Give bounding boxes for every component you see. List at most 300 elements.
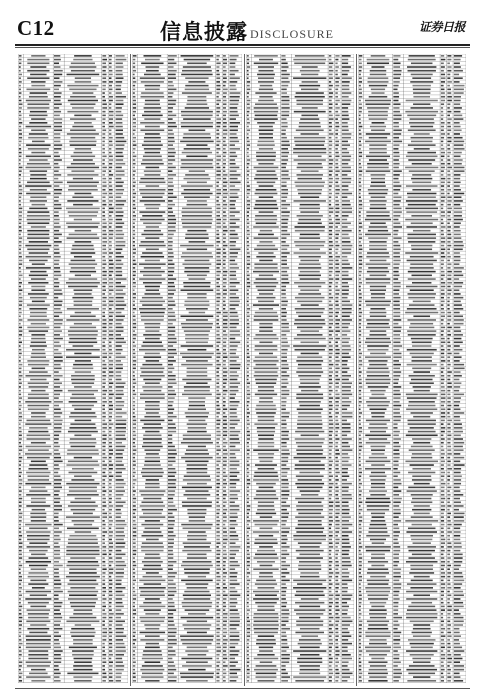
table-cell-text [31, 498, 46, 500]
table-cell-text [230, 554, 236, 556]
table-cell-text [30, 170, 47, 172]
table-cell-text [140, 219, 165, 221]
table-cell-text [144, 323, 160, 325]
table-cell-text [69, 263, 97, 265]
table-column-4 [358, 54, 466, 686]
table-cell-text [19, 524, 21, 526]
table-cell-text [447, 304, 449, 306]
table-cell-text [335, 222, 340, 224]
table-cell-text [298, 193, 321, 195]
table-cell-text [187, 293, 206, 295]
table-cell-text [168, 542, 174, 544]
table-cell-text [447, 196, 451, 198]
table-cell-text [342, 137, 351, 139]
table-cell-text [146, 226, 159, 228]
table-cell-text [223, 680, 226, 682]
table-cell-text [54, 423, 62, 425]
table-cell-text [133, 222, 135, 224]
table-cell-text [28, 405, 50, 407]
table-cell-text [29, 115, 47, 117]
table-cell-text [294, 457, 326, 459]
table-cell-text [247, 505, 251, 507]
table-cell-text [342, 193, 352, 195]
table-cell-text [230, 144, 235, 146]
table-cell-text [74, 301, 93, 303]
table-cell-text [74, 289, 93, 291]
table-cell-text [329, 115, 333, 117]
table-cell-text [143, 442, 161, 444]
table-cell-text [342, 196, 348, 198]
table-cell-text [300, 576, 319, 578]
table-cell-text [393, 327, 401, 329]
table-cell-text [281, 170, 288, 172]
table-cell-text [281, 92, 287, 94]
table-cell-text [30, 345, 47, 347]
table-cell-text [31, 85, 45, 87]
table-cell-text [294, 200, 326, 202]
table-cell-text [116, 70, 123, 72]
table-cell-text [102, 371, 105, 373]
table-cell-text [54, 527, 59, 529]
table-cell-text [247, 330, 250, 332]
table-cell-text [26, 494, 50, 496]
table-cell-text [335, 580, 338, 582]
table-cell-text [71, 62, 95, 64]
table-cell-text [140, 200, 165, 202]
table-cell-text [168, 341, 177, 343]
table-cell-text [19, 234, 21, 236]
table-cell-text [230, 468, 237, 470]
table-cell-text [259, 647, 273, 649]
table-cell-text [184, 178, 211, 180]
table-cell-text [454, 446, 463, 448]
table-cell-text [259, 293, 273, 295]
table-cell-text [247, 527, 250, 529]
table-cell-text [447, 282, 452, 284]
table-cell-text [54, 390, 62, 392]
table-cell-text [31, 487, 45, 489]
table-cell-text [19, 323, 21, 325]
table-cell-text [75, 371, 91, 373]
table-cell-text [54, 408, 61, 410]
table-cell-text [441, 59, 446, 61]
table-cell-text [19, 107, 22, 109]
table-cell-text [223, 278, 226, 280]
table-cell-text [247, 334, 250, 336]
table-column-3 [246, 54, 354, 686]
table-cell-text [54, 397, 59, 399]
table-cell-text [230, 327, 237, 329]
table-cell-text [19, 256, 22, 258]
table-cell-text [259, 89, 273, 91]
table-cell-text [247, 200, 250, 202]
table-cell-text [359, 275, 361, 277]
table-cell-text [254, 472, 277, 474]
table-cell-text [342, 89, 350, 91]
table-cell-text [168, 516, 174, 518]
table-cell-text [247, 148, 249, 150]
table-cell-text [102, 74, 106, 76]
table-cell-text [141, 620, 165, 622]
table-cell-text [168, 505, 175, 507]
table-cell-text [109, 226, 112, 228]
table-cell-text [335, 658, 338, 660]
table-cell-text [372, 122, 385, 124]
table-cell-text [281, 222, 287, 224]
table-cell-text [393, 196, 401, 198]
table-cell-text [54, 386, 60, 388]
table-cell-text [329, 602, 333, 604]
table-cell-text [168, 386, 173, 388]
table-cell-text [254, 282, 279, 284]
table-cell-text [27, 77, 49, 79]
table-cell-text [359, 248, 363, 250]
table-cell-text [102, 583, 105, 585]
table-cell-text [168, 650, 175, 652]
table-cell-text [216, 472, 220, 474]
table-cell-text [133, 386, 135, 388]
table-cell-text [281, 457, 288, 459]
table-cell-text [411, 178, 432, 180]
table-cell-text [116, 371, 122, 373]
table-cell-text [247, 565, 250, 567]
table-cell-text [359, 297, 362, 299]
table-cell-text [140, 594, 165, 596]
table-cell-text [133, 464, 136, 466]
table-cell-text [342, 174, 348, 176]
table-cell-text [75, 77, 91, 79]
table-cell-text [447, 107, 449, 109]
table-cell-text [441, 427, 445, 429]
table-cell-text [223, 416, 227, 418]
table-cell-text [223, 96, 226, 98]
table-cell-text [102, 70, 105, 72]
table-cell-text [335, 520, 339, 522]
table-cell-text [168, 624, 175, 626]
table-cell-text [366, 215, 389, 217]
table-cell-text [141, 92, 163, 94]
table-cell-text [447, 96, 452, 98]
table-cell-text [54, 129, 62, 131]
table-cell-text [116, 226, 123, 228]
table-cell-text [441, 275, 445, 277]
table-cell-text [230, 505, 240, 507]
table-cell-text [109, 267, 113, 269]
table-cell-text [281, 215, 289, 217]
table-cell-text [281, 468, 289, 470]
table-cell-text [31, 118, 45, 120]
table-cell-text [19, 275, 23, 277]
table-cell-text [133, 133, 135, 135]
table-cell-text [247, 234, 250, 236]
table-cell-text [281, 442, 286, 444]
table-cell-text [447, 66, 451, 68]
table-cell-text [230, 81, 238, 83]
table-cell-text [247, 371, 249, 373]
table-cell-text [143, 576, 163, 578]
table-cell-text [393, 267, 399, 269]
table-cell-text [441, 260, 444, 262]
table-cell-text [54, 420, 63, 422]
table-cell-text [230, 632, 240, 634]
table-cell-text [342, 568, 348, 570]
table-cell-text [133, 338, 136, 340]
table-cell-text [335, 356, 338, 358]
table-cell-text [116, 658, 123, 660]
table-cell-text [359, 77, 362, 79]
table-cell-text [281, 282, 289, 284]
table-cell-text [342, 382, 352, 384]
table-cell-text [281, 673, 287, 675]
table-cell-text [393, 133, 401, 135]
table-cell-text [230, 650, 240, 652]
table-cell-text [295, 182, 325, 184]
table-cell-text [184, 475, 210, 477]
table-cell-text [30, 315, 47, 317]
table-cell-text [73, 159, 93, 161]
table-cell-text [447, 368, 449, 370]
table-cell-text [102, 475, 106, 477]
table-cell-text [329, 620, 332, 622]
table-cell-text [223, 260, 226, 262]
table-cell-text [19, 74, 22, 76]
table-cell-text [31, 55, 45, 57]
table-cell-text [359, 457, 361, 459]
table-cell-text [329, 304, 333, 306]
table-cell-text [133, 241, 135, 243]
table-cell-text [168, 461, 176, 463]
table-cell-text [454, 92, 464, 94]
table-cell-text [109, 360, 113, 362]
table-cell-text [299, 237, 320, 239]
table-cell-text [454, 327, 461, 329]
table-cell-text [454, 222, 461, 224]
table-cell-text [109, 260, 113, 262]
table-cell-text [230, 501, 235, 503]
table-cell-text [116, 293, 126, 295]
table-cell-text [109, 420, 111, 422]
table-cell-text [342, 204, 351, 206]
table-cell-text [139, 490, 165, 492]
table-cell-text [454, 200, 463, 202]
table-cell-text [230, 524, 238, 526]
table-cell-text [54, 66, 60, 68]
table-cell-text [441, 196, 446, 198]
table-cell-text [186, 319, 208, 321]
table-cell-text [168, 85, 174, 87]
table-cell-text [102, 647, 105, 649]
table-cell-text [254, 423, 277, 425]
table-cell-text [19, 356, 21, 358]
table-cell-text [359, 81, 362, 83]
table-cell-text [454, 148, 465, 150]
table-cell-text [281, 256, 287, 258]
table-cell-text [19, 219, 22, 221]
table-cell-text [69, 416, 97, 418]
table-cell-text [133, 620, 135, 622]
table-cell-text [74, 122, 92, 124]
table-cell-text [294, 609, 325, 611]
table-cell-text [342, 501, 349, 503]
table-cell-text [102, 390, 107, 392]
table-cell-text [71, 446, 96, 448]
table-cell-text [247, 263, 250, 265]
table-cell-text [102, 550, 106, 552]
table-cell-text [223, 204, 227, 206]
table-cell-text [335, 382, 338, 384]
table-cell-text [216, 382, 219, 384]
table-cell-text [412, 163, 432, 165]
table-cell-text [370, 312, 387, 314]
table-cell-text [454, 431, 463, 433]
table-cell-text [411, 248, 432, 250]
table-cell-text [144, 204, 160, 206]
table-cell-text [69, 647, 97, 649]
table-cell-text [133, 412, 135, 414]
table-cell-text [181, 323, 213, 325]
table-cell-text [223, 546, 226, 548]
table-cell-text [454, 196, 462, 198]
table-cell-text [54, 275, 61, 277]
table-cell-text [168, 196, 177, 198]
table-cell-text [133, 520, 136, 522]
table-cell-text [216, 475, 219, 477]
table-cell-text [335, 215, 338, 217]
table-cell-text [257, 182, 276, 184]
table-cell-text [27, 319, 49, 321]
table-cell-text [447, 85, 450, 87]
table-cell-text [258, 81, 274, 83]
table-cell-text [281, 572, 289, 574]
table-cell-text [447, 204, 451, 206]
table-cell-text [146, 70, 159, 72]
table-cell-text [216, 397, 219, 399]
table-cell-text [247, 327, 250, 329]
table-cell-text [109, 77, 111, 79]
table-cell-text [19, 650, 22, 652]
table-cell-text [133, 479, 137, 481]
table-cell-text [393, 301, 399, 303]
table-cell-text [223, 55, 226, 57]
table-cell-text [409, 170, 435, 172]
table-cell-text [329, 159, 333, 161]
table-cell-text [70, 103, 95, 105]
table-cell-text [366, 263, 391, 265]
table-cell-text [168, 379, 176, 381]
table-cell-text [447, 345, 451, 347]
table-cell-text [146, 643, 159, 645]
table-cell-text [133, 524, 137, 526]
table-cell-text [54, 661, 61, 663]
table-cell-text [230, 163, 236, 165]
table-cell-text [184, 148, 210, 150]
table-cell-text [19, 483, 22, 485]
table-cell-text [257, 122, 275, 124]
table-cell-text [441, 457, 444, 459]
table-cell-text [180, 141, 214, 143]
table-cell-text [54, 256, 61, 258]
table-cell-text [102, 438, 106, 440]
table-cell-text [66, 516, 100, 518]
table-cell-text [109, 96, 113, 98]
table-cell-text [342, 219, 347, 221]
table-cell-text [393, 289, 399, 291]
table-cell-text [133, 568, 135, 570]
table-cell-text [116, 647, 126, 649]
table-cell-text [329, 613, 332, 615]
table-cell-text [230, 315, 239, 317]
table-cell-text [54, 572, 59, 574]
table-cell-text [411, 222, 433, 224]
table-cell-text [329, 546, 333, 548]
table-cell-text [259, 576, 273, 578]
table-cell-text [329, 394, 332, 396]
table-cell-text [342, 461, 349, 463]
table-cell-text [102, 546, 106, 548]
table-cell-text [342, 144, 350, 146]
table-cell-text [26, 531, 50, 533]
table-cell-text [116, 59, 127, 61]
table-cell-text [447, 219, 451, 221]
table-cell-text [454, 126, 461, 128]
table-cell-text [359, 256, 363, 258]
table-cell-text [281, 245, 289, 247]
table-cell-text [260, 85, 273, 87]
table-cell-text [19, 118, 22, 120]
table-cell-text [342, 248, 351, 250]
table-cell-text [54, 587, 61, 589]
table-cell-text [366, 256, 389, 258]
table-cell-text [447, 330, 450, 332]
table-cell-text [141, 81, 164, 83]
table-cell-text [342, 256, 347, 258]
table-cell-text [116, 542, 126, 544]
table-cell-text [281, 680, 288, 682]
table-cell-text [230, 390, 239, 392]
table-cell-text [116, 312, 122, 314]
table-cell-text [441, 152, 445, 154]
table-cell-text [109, 252, 113, 254]
table-cell-text [247, 669, 250, 671]
table-cell-text [359, 204, 362, 206]
table-cell-text [454, 379, 460, 381]
table-cell-text [133, 617, 135, 619]
table-cell-text [19, 341, 22, 343]
table-cell-text [335, 609, 339, 611]
table-cell-text [102, 434, 106, 436]
table-cell-text [223, 59, 227, 61]
table-cell-text [184, 546, 210, 548]
table-cell-text [19, 442, 21, 444]
table-cell-text [247, 163, 250, 165]
table-cell-text [116, 639, 123, 641]
table-cell-text [70, 412, 95, 414]
table-cell-text [216, 386, 219, 388]
table-cell-text [54, 650, 63, 652]
table-cell-text [329, 196, 331, 198]
table-cell-text [223, 341, 226, 343]
table-cell-text [109, 386, 112, 388]
table-cell-text [66, 319, 99, 321]
table-cell-text [359, 196, 361, 198]
table-cell-text [393, 382, 398, 384]
table-cell-text [223, 107, 226, 109]
table-cell-text [168, 301, 175, 303]
table-cell-text [19, 334, 22, 336]
table-cell-text [133, 468, 135, 470]
table-cell-text [342, 427, 351, 429]
table-cell-text [329, 234, 332, 236]
